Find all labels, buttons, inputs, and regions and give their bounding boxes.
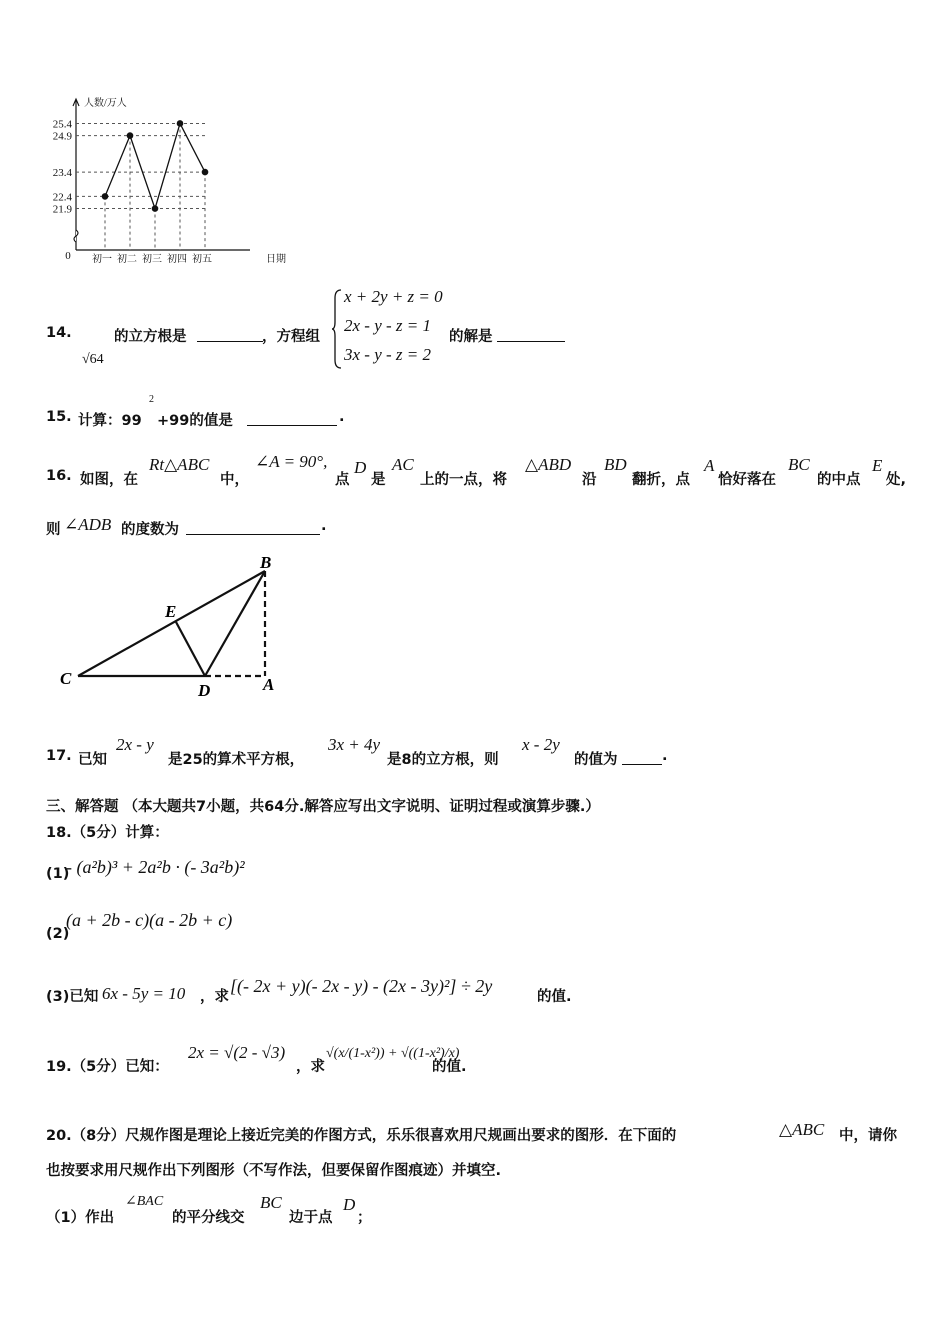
label-c: C xyxy=(60,669,72,688)
q16-number: 16. xyxy=(46,468,72,484)
data-point xyxy=(177,120,184,127)
q16-triangle-figure xyxy=(55,548,295,703)
line-ed xyxy=(176,622,205,676)
q15-text-1: 计算：99 xyxy=(78,413,142,429)
q20-d: D xyxy=(343,1195,356,1214)
q14-eq2: 2x - y - z = 1 xyxy=(344,316,432,335)
q18-part3-condition: 6x - 5y = 10 xyxy=(102,984,186,1003)
q16-text-5: 上的一点，将 xyxy=(420,472,507,488)
q14-blank-2[interactable] xyxy=(497,327,565,342)
q20-part1-text-2: 的平分线交 xyxy=(172,1210,245,1226)
q18-part3-text: ，求 xyxy=(200,989,229,1005)
q14-text-3: 的解是 xyxy=(449,329,493,345)
q16-line2-text-1: 则 xyxy=(46,522,61,538)
q16-text-8: 恰好落在 xyxy=(718,472,776,488)
origin-label: 0 xyxy=(65,250,71,262)
data-point xyxy=(102,193,109,200)
q14-blank-1[interactable] xyxy=(197,327,263,342)
label-a: A xyxy=(263,675,275,694)
q15-text-2: +99的值是 xyxy=(157,413,233,429)
x-tick-label: 初三 xyxy=(142,254,162,265)
q17-text-1: 已知 xyxy=(78,752,107,768)
label-b: B xyxy=(260,553,272,572)
x-tick-label: 初二 xyxy=(117,254,137,265)
label-d: D xyxy=(198,681,211,700)
y-tick-label: 23.4 xyxy=(52,167,72,180)
y-axis-label: 人数/万人 xyxy=(84,98,127,109)
x-tick-label: 初四 xyxy=(167,254,187,265)
q14-number: 14. xyxy=(46,325,72,341)
q16-e: E xyxy=(872,456,883,475)
q20-line1-text-2: 中，请你 xyxy=(839,1128,897,1144)
q16-tri-abd: △ABD xyxy=(525,455,572,474)
q15-number: 15. xyxy=(46,409,72,425)
q16-a: A xyxy=(704,456,715,475)
q18-title: 18.（5分）计算： xyxy=(46,825,169,841)
q14-eq1: x + 2y + z = 0 xyxy=(344,287,443,306)
data-point xyxy=(202,169,209,176)
q16-ac: AC xyxy=(392,455,414,474)
q20-angle-bac: ∠BAC xyxy=(125,1194,164,1209)
q16-d: D xyxy=(354,458,367,477)
q17-period: . xyxy=(662,748,668,764)
q17-expr-3: x - 2y xyxy=(522,735,560,754)
q17-expr-2: 3x + 4y xyxy=(328,735,381,754)
chart-plot-layer xyxy=(53,96,286,265)
q19-text: ，求 xyxy=(296,1059,325,1075)
q20-tri-abc: △ABC xyxy=(779,1120,825,1139)
q16-text-2: 中， xyxy=(220,472,249,488)
q16-angle-adb: ∠ADB xyxy=(64,515,112,534)
q15-exponent: 2 xyxy=(149,394,154,405)
series-line xyxy=(105,123,205,208)
q18-part3-expr: [(- 2x + y)(- 2x - y) - (2x - 3y)²] ÷ 2y xyxy=(230,976,493,996)
q14-eq3: 3x - y - z = 2 xyxy=(344,345,432,364)
q16-angle-a: ∠A = 90°, xyxy=(255,452,328,471)
q17-text-2: 是25的算术平方根， xyxy=(168,752,305,768)
y-tick-label: 21.9 xyxy=(52,203,72,216)
q14-sqrt64: √64 xyxy=(82,352,104,367)
q16-rt-abc: Rt△ABC xyxy=(149,455,210,474)
q15-blank[interactable] xyxy=(247,411,337,426)
visitor-line-chart xyxy=(38,92,286,272)
q18-part3-end: 的值. xyxy=(537,989,572,1005)
q19-condition: 2x = √(2 - √3) xyxy=(188,1043,286,1062)
q19-expression: √(x/(1-x²)) + √((1-x²)/x) xyxy=(326,1046,460,1061)
q18-part1-label: (1) xyxy=(46,866,70,882)
q20-part1-text-4: ； xyxy=(357,1210,372,1226)
q18-part2-expr: (a + 2b - c)(a - 2b + c) xyxy=(66,910,233,930)
q16-line2-text-2: 的度数为 xyxy=(121,522,179,538)
q15-period: . xyxy=(339,409,345,425)
q20-bc: BC xyxy=(260,1193,282,1212)
q14-system-brace xyxy=(331,288,343,370)
x-tick-label: 初一 xyxy=(92,254,112,265)
q14-text-1: 的立方根是 xyxy=(114,329,187,345)
q16-bc: BC xyxy=(788,455,810,474)
x-axis-label: 日期 xyxy=(266,254,286,265)
q17-text-4: 的值为 xyxy=(574,752,618,768)
q16-text-6: 沿 xyxy=(582,472,597,488)
q20-line2: 也按要求用尺规作出下列图形（不写作法，但要保留作图痕迹）并填空. xyxy=(46,1163,502,1179)
data-point xyxy=(152,205,159,212)
q18-part2-label: (2) xyxy=(46,926,70,942)
q16-text-3: 点 xyxy=(335,472,350,488)
q17-expr-1: 2x - y xyxy=(116,735,154,754)
y-tick-label: 25.4 xyxy=(52,118,72,131)
q16-text-4: 是 xyxy=(371,472,386,488)
data-point xyxy=(127,132,134,139)
q16-blank[interactable] xyxy=(186,520,320,535)
q16-text-10: 处, xyxy=(886,472,907,488)
q18-part1-expr: - (a²b)³ + 2a²b · (- 3a²b)² xyxy=(66,857,245,877)
q19-title: 19.（5分）已知： xyxy=(46,1059,169,1075)
q20-part1-text-3: 边于点 xyxy=(289,1210,333,1226)
y-tick-label: 22.4 xyxy=(52,191,72,204)
label-e: E xyxy=(165,602,177,621)
q17-number: 17. xyxy=(46,748,72,764)
line-cb xyxy=(78,571,265,676)
q19-end: 的值. xyxy=(432,1059,467,1075)
section-3-heading: 三、解答题 （本大题共7小题，共64分.解答应写出文字说明、证明过程或演算步骤.） xyxy=(46,799,600,815)
q16-text-9: 的中点 xyxy=(817,472,861,488)
q16-period: . xyxy=(321,518,327,534)
x-tick-label: 初五 xyxy=(192,254,212,265)
q20-line1-text-1: 20.（8分）尺规作图是理论上接近完美的作图方式，乐乐很喜欢用尺规画出要求的图形．在下面的 xyxy=(46,1128,677,1144)
q16-bd: BD xyxy=(604,455,627,474)
q20-part1-text-1: （1）作出 xyxy=(46,1210,115,1226)
q16-text-7: 翻折，点 xyxy=(632,472,690,488)
q17-text-3: 是8的立方根，则 xyxy=(387,752,499,768)
y-tick-label: 24.9 xyxy=(52,130,72,143)
q16-text-1: 如图，在 xyxy=(80,472,138,488)
q17-blank[interactable] xyxy=(622,750,662,765)
q14-text-2: ，方程组 xyxy=(262,329,320,345)
axis-break-mark xyxy=(74,230,78,242)
q18-part3-label: (3)已知 xyxy=(46,989,99,1005)
